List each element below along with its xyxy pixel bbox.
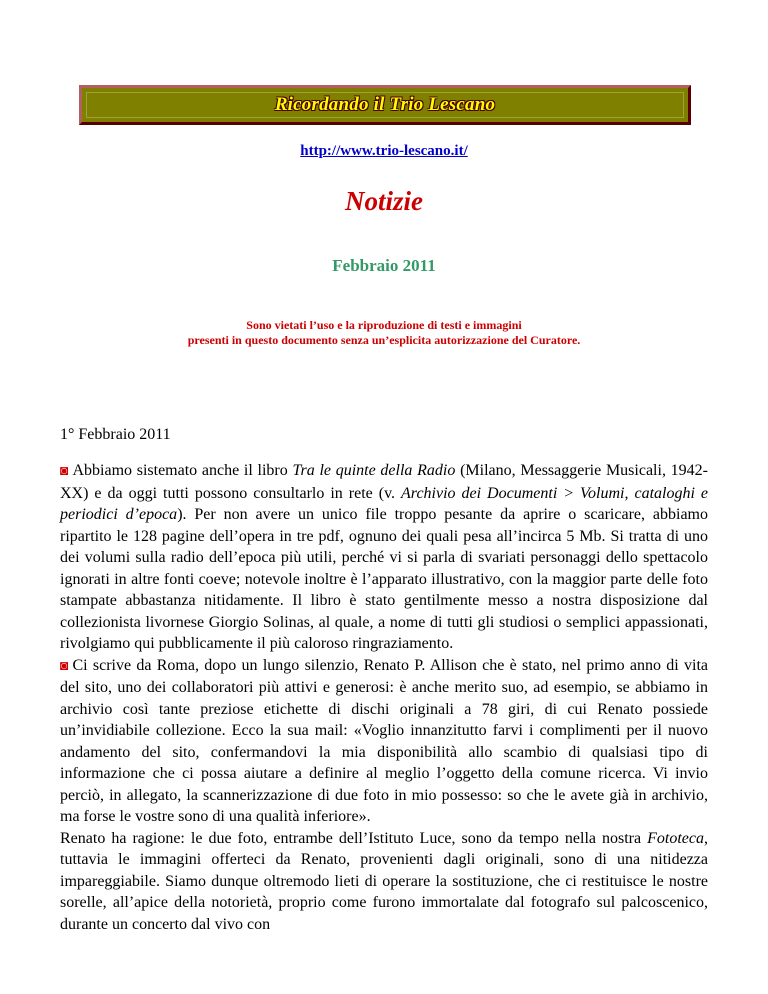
- entry-date: 1° Febbraio 2011: [60, 426, 171, 443]
- bullet-icon: ◙: [60, 464, 69, 479]
- paragraph-1: [60, 460, 708, 655]
- p3-text-b: , tuttavia le immagini offerteci da Renato, provenienti dagli originali, sono di una nitidezza impareggiabile. Siamo dunque oltremodo lieti di operare la sostituzione, che ci restituisce le nostre sorelle, all’apice della notorietà, proprio come furono immortalate dal fotografo sul palcoscenico, durante un concerto dal vivo con: [60, 829, 708, 933]
- paragraph-2: [60, 655, 708, 828]
- notice-line-1: Sono vietati l’uso e la riproduzione di testi e immagini: [246, 318, 522, 332]
- site-link-container: [0, 143, 768, 160]
- page-title: Notizie: [345, 186, 423, 216]
- copyright-notice: [0, 318, 768, 348]
- archive-path: Archivio dei Documenti > Volumi, cataloghi e periodici d’epoca: [60, 484, 709, 523]
- entry-body: [60, 460, 708, 935]
- p1-text-a: Abbiamo sistemato anche il libro: [72, 462, 293, 479]
- banner-title: Ricordando il Trio Lescano: [274, 94, 496, 115]
- site-url-link[interactable]: http://www.trio-lescano.it/: [300, 143, 468, 159]
- fototeca-label: Fototeca: [647, 829, 704, 847]
- banner: [79, 85, 691, 125]
- p3-text-a: Renato ha ragione: le due foto, entrambe dell’Istituto Luce, sono da tempo nella nostra: [60, 829, 648, 847]
- month-heading: Febbraio 2011: [332, 256, 436, 275]
- p2-text: Ci scrive da Roma, dopo un lungo silenzio, Renato P. Allison che è stato, nel primo anno di vita del sito, uno dei collaboratori più attivi e generosi: è anche merito suo, ad esempio, se abbiamo in archivio così tante preziose etichette di dischi originali a 78 giri, di cui Renato possiede un’invidiabile collezione. Ecco la sua mail: «Voglio innanzitutto farvi i complimenti per il nuovo andamento del sito, confermandovi la mia disponibilità allo scambio di qualsiasi tipo di informazione che ci possa aiutare a definire al meglio l’oggetto della comune ricerca. Vi invio perciò, in allegato, la scannerizzazione di due foto in mio possesso: so che le avete già in archivio, ma forse le vostre sono di una qualità inferiore».: [60, 656, 708, 825]
- notice-line-2: presenti in questo documento senza un’esplicita autorizzazione del Curatore.: [187, 333, 581, 347]
- bullet-icon: ◙: [60, 658, 69, 674]
- p1-text-c: ). Per non avere un unico file troppo pesante da aprire o scaricare, abbiamo ripartito le 128 pagine dell’opera in tre pdf, ognuno dei quali pesa all’incirca 5 Mb. Si tratta di uno dei volumi sulla radio dell’epoca più utili, perché vi si parla di svariati personaggi dello spettacolo ignorati in altre fonti coeve; notevole inoltre è l’apparato illustrativo, con la maggior parte delle foto stampate abbastanza nitidamente. Il libro è stato gentilmente messo a nostra disposizione dal collezionista livornese Giorgio Solinas, al quale, a nome di tutti gli studiosi o semplici appassionati, rivolgiamo qui pubblicamente il più caloroso ringraziamento.: [60, 506, 708, 652]
- paragraph-3: [60, 828, 708, 936]
- p1-text-b: (Milano, Messaggerie Musicali, 1942-XX) e da oggi tutti possono consultarlo in rete (v.: [60, 462, 708, 502]
- book-title: Tra le quinte della Radio: [292, 462, 456, 479]
